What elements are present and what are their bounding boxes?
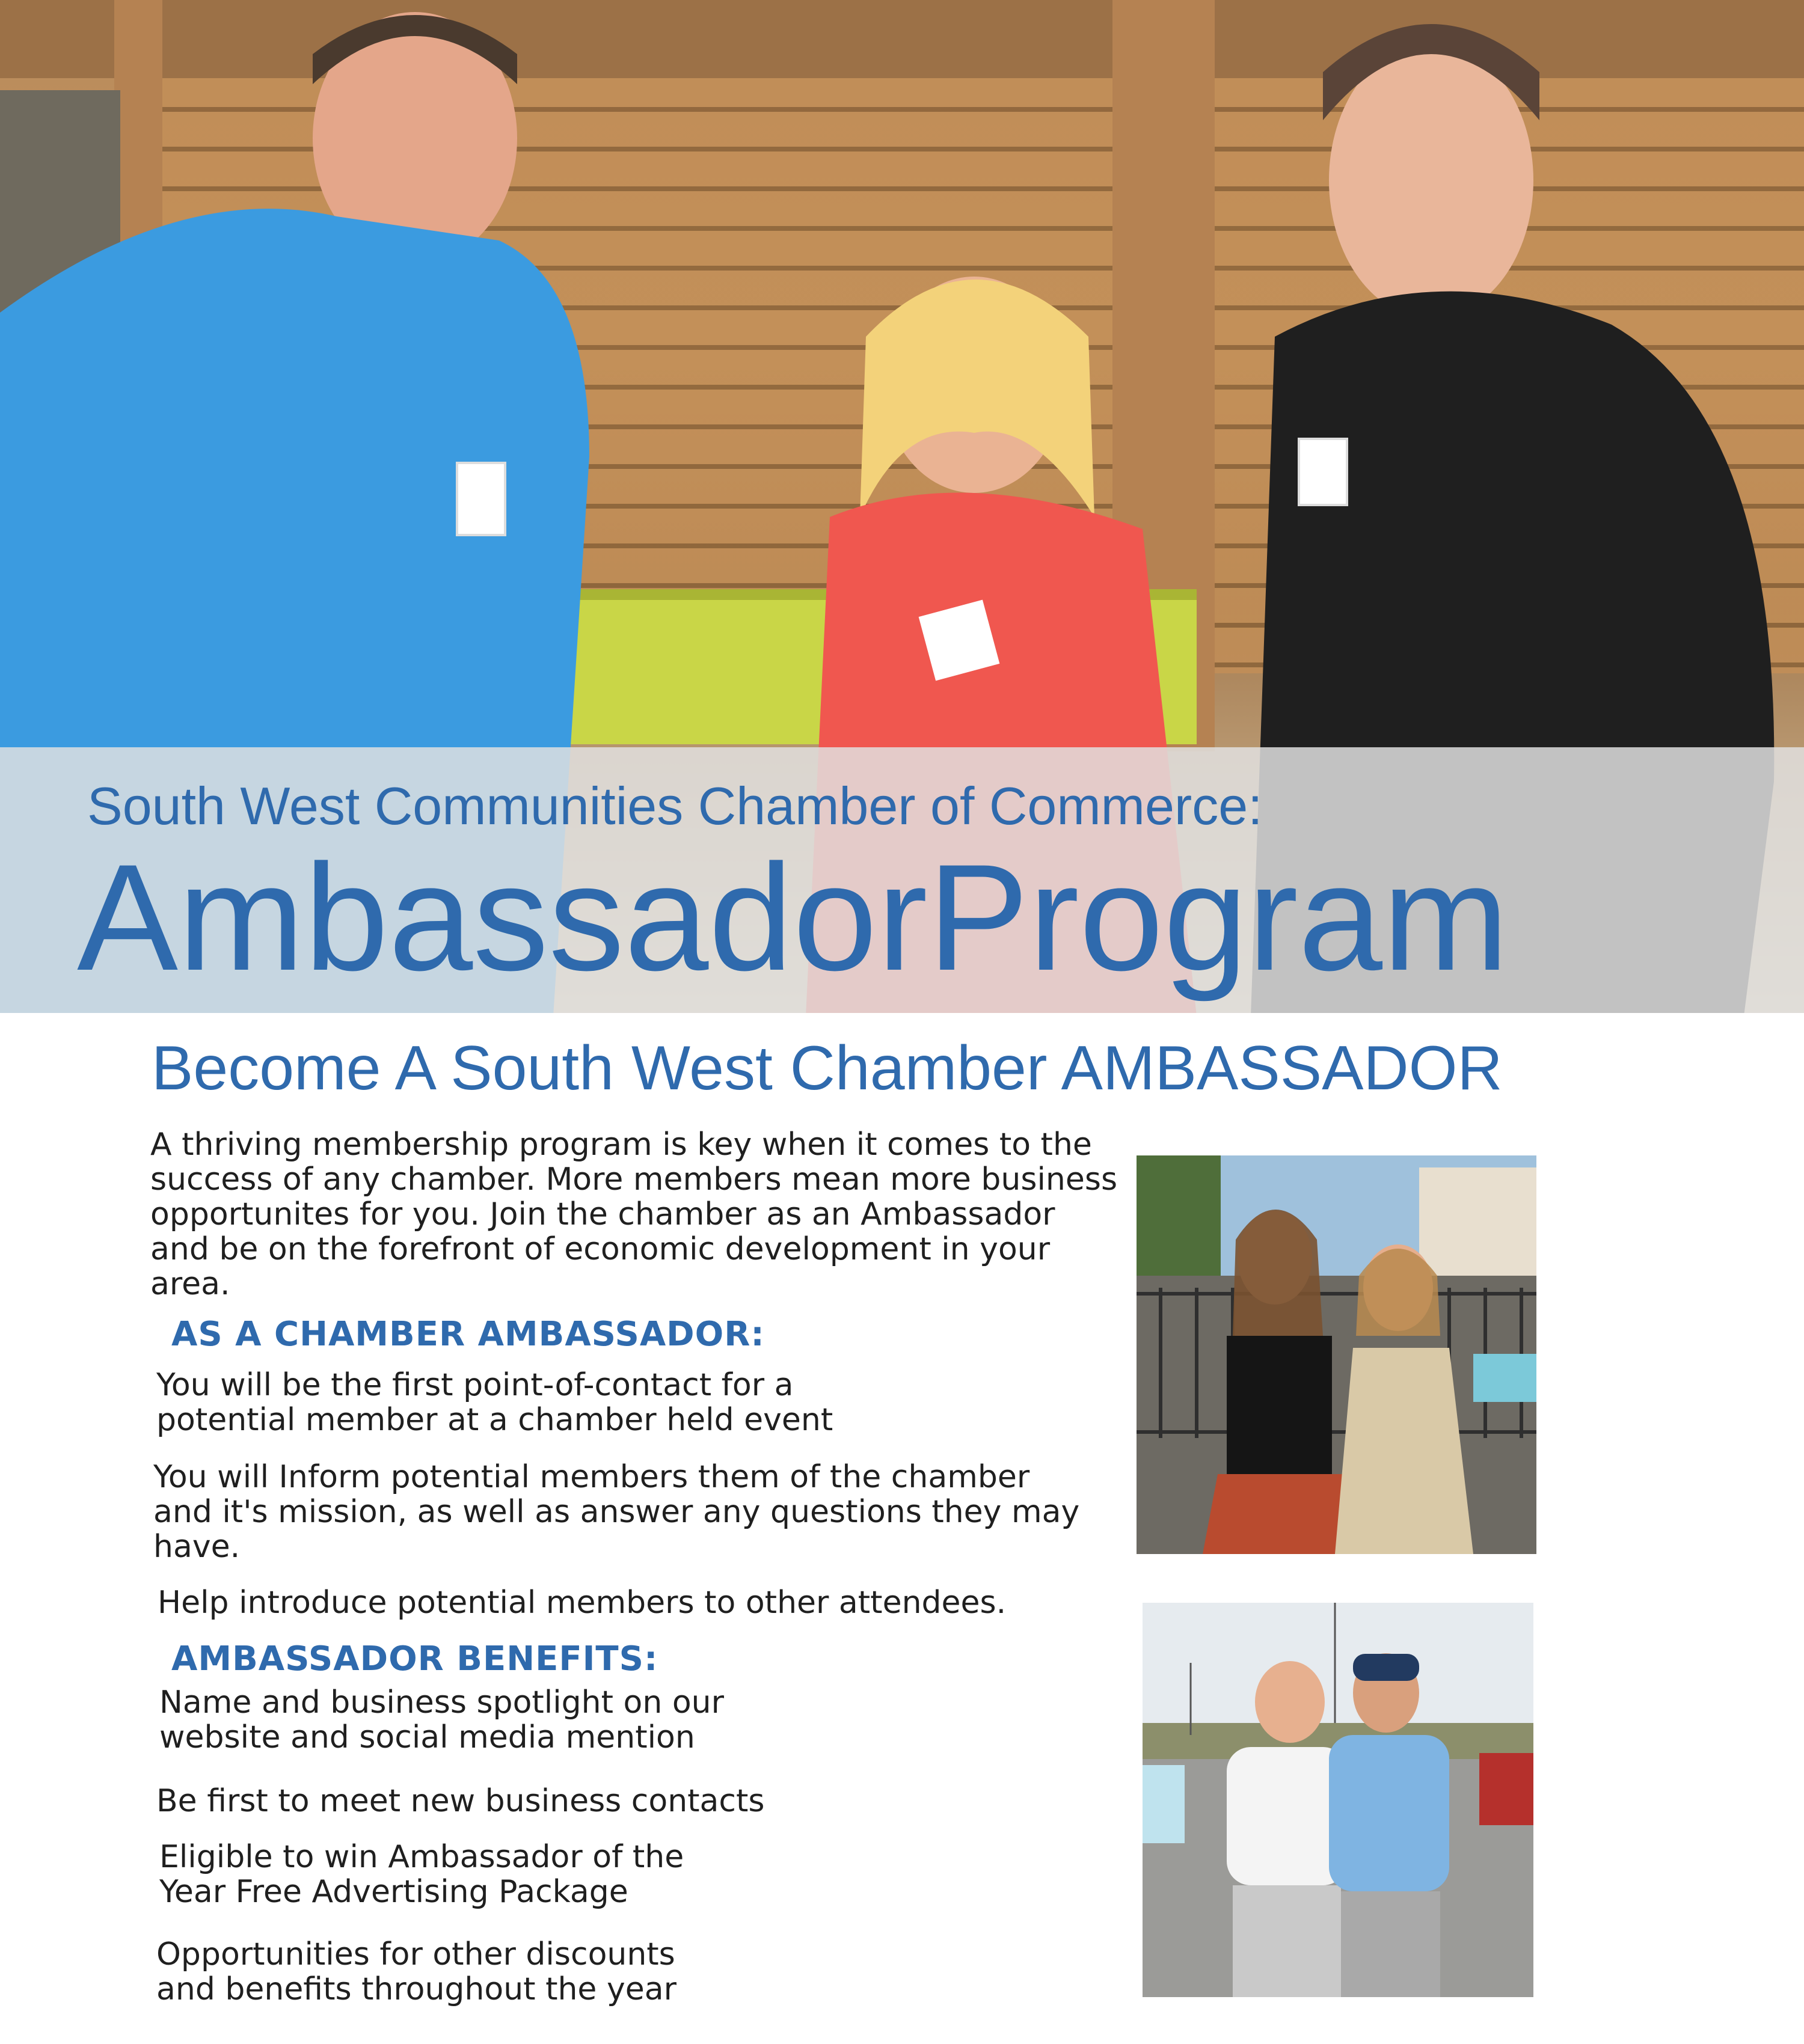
ambassador-item: Help introduce potential members to other attendees.	[158, 1585, 1007, 1621]
ambassador-item: You will Inform potential members them of the chamber and it's mission, as well as answer any questions they may have.	[153, 1459, 1080, 1565]
benefit-item: Eligible to win Ambassador of the Year Free Advertising Package	[159, 1839, 684, 1910]
intro-paragraph: A thriving membership program is key when it comes to the success of any chamber. More members mean more business opportunites for you. Join the chamber as an Ambassador and be on the forefront of economic development in your area.	[150, 1127, 1118, 1302]
ambassador-item: You will be the first point-of-contact for a potential member at a chamber held event	[156, 1367, 833, 1438]
chamber-name: South West Communities Chamber of Commerce:	[87, 776, 1263, 836]
benefit-item: Be first to meet new business contacts	[156, 1783, 765, 1819]
photo-two-women	[1137, 1155, 1536, 1554]
photo-two-men	[1143, 1603, 1533, 1997]
person-right-head	[1329, 42, 1533, 319]
program-title: AmbassadorProgram	[77, 833, 1509, 1002]
benefit-item: Opportunities for other discounts and benefits throughout the year	[156, 1936, 677, 2007]
page-heading: Become A South West Chamber AMBASSADOR	[152, 1033, 1503, 1103]
benefit-item: Name and business spotlight on our website and social media mention	[159, 1684, 724, 1755]
ambassador-section-title: AS A CHAMBER AMBASSADOR:	[171, 1315, 765, 1354]
benefits-section-title: AMBASSADOR BENEFITS:	[171, 1639, 658, 1678]
